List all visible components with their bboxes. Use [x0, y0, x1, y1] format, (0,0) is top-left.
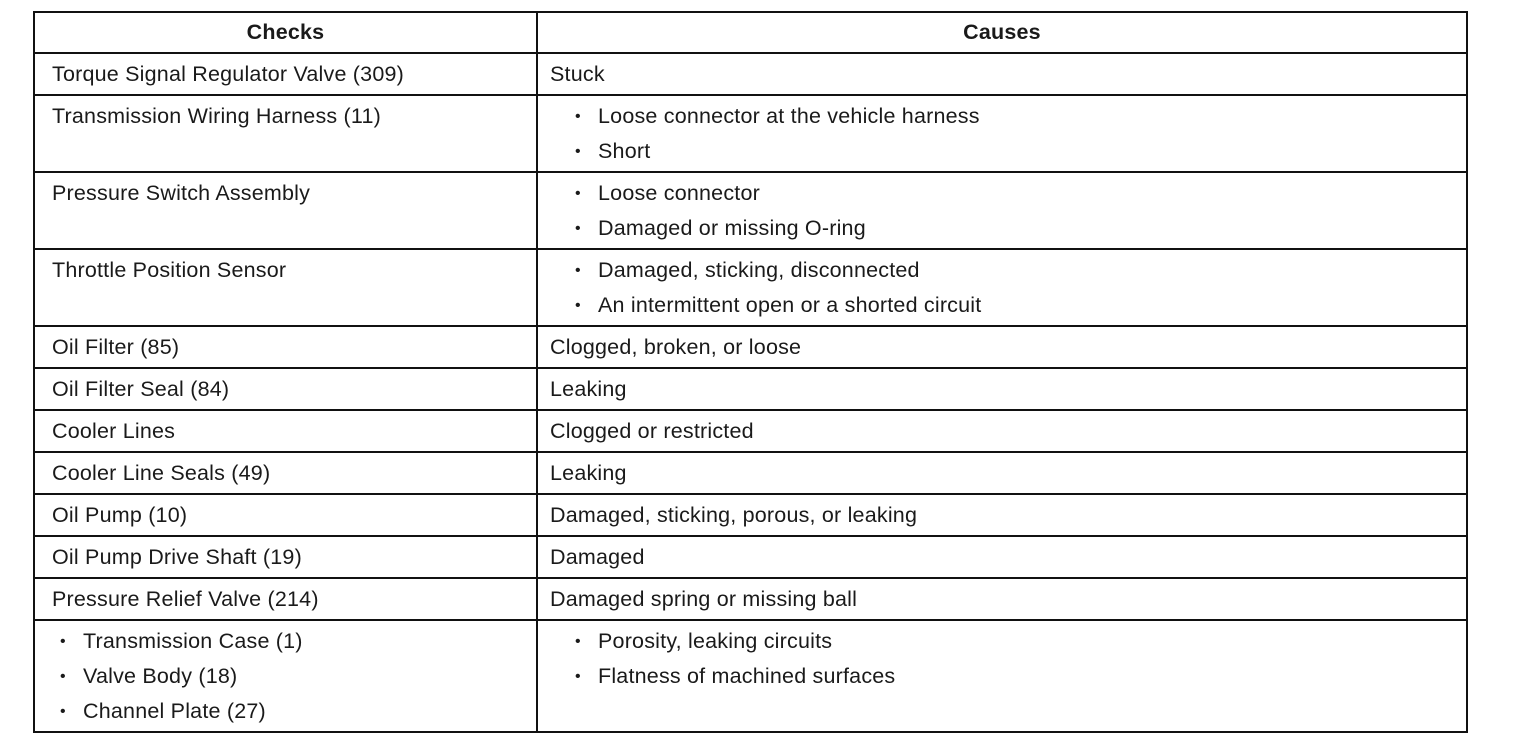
check-cell: Oil Pump (10)	[34, 494, 537, 536]
cause-item: Loose connector at the vehicle harness	[598, 104, 980, 128]
cause-cell: Stuck	[537, 53, 1467, 95]
bullet-icon: •	[575, 262, 581, 279]
check-list	[35, 624, 536, 729]
table-row	[34, 494, 1467, 536]
causes-header: Causes	[537, 12, 1467, 53]
cause-cell: Damaged	[537, 536, 1467, 578]
list-item	[550, 211, 1466, 246]
list-item	[550, 134, 1466, 169]
check-cell: Transmission Wiring Harness (11)	[34, 95, 537, 172]
table-row	[34, 578, 1467, 620]
check-cell: Oil Pump Drive Shaft (19)	[34, 536, 537, 578]
list-item	[550, 253, 1466, 288]
table-row	[34, 368, 1467, 410]
diagnosis-table	[33, 11, 1468, 733]
bullet-icon: •	[60, 633, 66, 650]
check-cell: Pressure Relief Valve (214)	[34, 578, 537, 620]
cause-cell: Clogged, broken, or loose	[537, 326, 1467, 368]
cause-cell: Damaged spring or missing ball	[537, 578, 1467, 620]
cause-cell: Clogged or restricted	[537, 410, 1467, 452]
bullet-icon: •	[575, 297, 581, 314]
check-cell: Cooler Line Seals (49)	[34, 452, 537, 494]
bullet-icon: •	[575, 220, 581, 237]
list-item	[35, 694, 536, 729]
cause-item: Short	[598, 139, 651, 163]
cause-cell	[537, 620, 1467, 732]
list-item	[35, 659, 536, 694]
cause-cell: Leaking	[537, 368, 1467, 410]
checks-header: Checks	[34, 12, 537, 53]
bullet-icon: •	[60, 668, 66, 685]
table-row	[34, 452, 1467, 494]
table-row	[34, 249, 1467, 326]
table-row	[34, 172, 1467, 249]
table-row	[34, 410, 1467, 452]
list-item	[550, 288, 1466, 323]
cause-item: Loose connector	[598, 181, 760, 205]
list-item	[550, 624, 1466, 659]
check-cell: Torque Signal Regulator Valve (309)	[34, 53, 537, 95]
check-cell: Cooler Lines	[34, 410, 537, 452]
check-cell: Pressure Switch Assembly	[34, 172, 537, 249]
cause-list	[550, 99, 1466, 169]
bullet-icon: •	[60, 703, 66, 720]
check-item: Valve Body (18)	[83, 664, 238, 688]
bullet-icon: •	[575, 633, 581, 650]
cause-item: Porosity, leaking circuits	[598, 629, 833, 653]
cause-list	[550, 176, 1466, 246]
check-cell: Oil Filter (85)	[34, 326, 537, 368]
check-item: Transmission Case (1)	[83, 629, 303, 653]
cause-item: Damaged, sticking, disconnected	[598, 258, 920, 282]
cause-cell	[537, 249, 1467, 326]
list-item	[550, 659, 1466, 694]
bullet-icon: •	[575, 668, 581, 685]
cause-list	[550, 624, 1466, 694]
bullet-icon: •	[575, 108, 581, 125]
cause-list	[550, 253, 1466, 323]
list-item	[550, 176, 1466, 211]
check-cell: Oil Filter Seal (84)	[34, 368, 537, 410]
cause-cell	[537, 95, 1467, 172]
check-cell: Throttle Position Sensor	[34, 249, 537, 326]
table-row	[34, 536, 1467, 578]
check-item: Channel Plate (27)	[83, 699, 266, 723]
table-row	[34, 620, 1467, 732]
cause-item: An intermittent open or a shorted circuit	[598, 293, 982, 317]
bullet-icon: •	[575, 185, 581, 202]
table-row	[34, 53, 1467, 95]
cause-cell: Leaking	[537, 452, 1467, 494]
table-row	[34, 326, 1467, 368]
cause-cell	[537, 172, 1467, 249]
cause-cell: Damaged, sticking, porous, or leaking	[537, 494, 1467, 536]
bullet-icon: •	[575, 143, 581, 160]
header-row	[34, 12, 1467, 53]
cause-item: Damaged or missing O-ring	[598, 216, 866, 240]
list-item	[550, 99, 1466, 134]
check-cell	[34, 620, 537, 732]
cause-item: Flatness of machined surfaces	[598, 664, 896, 688]
list-item	[35, 624, 536, 659]
table-row	[34, 95, 1467, 172]
